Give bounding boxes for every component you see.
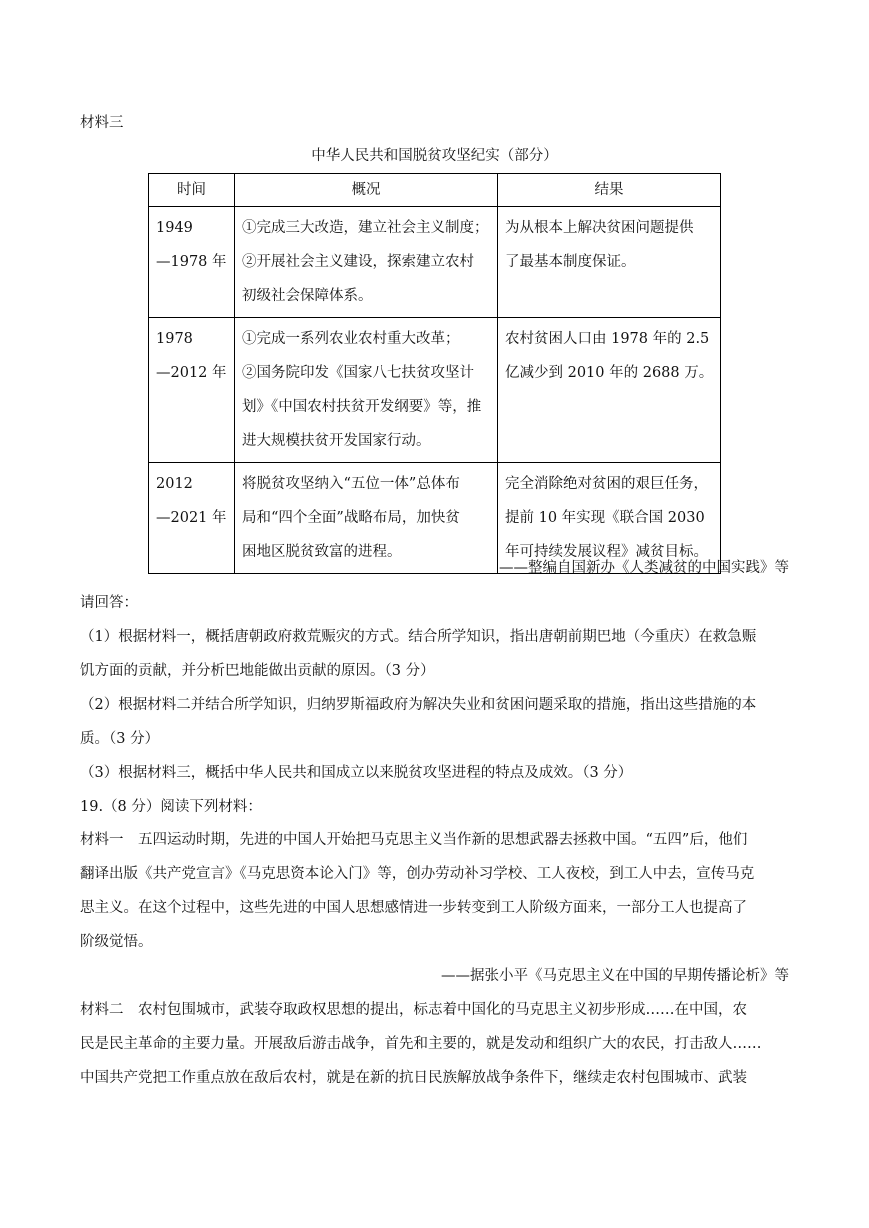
cell-text: ①完成三大改造，建立社会主义制度； — [242, 220, 489, 236]
cell-overview — [235, 463, 498, 574]
question-2-line: （2）根据材料二并结合所学知识，归纳罗斯福政府为解决失业和贫困问题采取的措施，指出这些措施的本 — [80, 697, 757, 713]
question-1-line: 饥方面的贡献，并分析巴地能做出贡献的原因。（3 分） — [80, 663, 435, 679]
table-row — [149, 318, 721, 463]
cell-text: 1949 — [156, 220, 193, 236]
cell-text: ②国务院印发《国家八七扶贫攻坚计 — [242, 365, 474, 381]
cell-result — [498, 463, 721, 574]
material-one-line: 材料一 五四运动时期，先进的中国人开始把马克思主义当作新的思想武器去拯救中国。“五四”后，他们 — [80, 832, 748, 848]
cell-text: 局和“四个全面”战略布局，加快贫 — [242, 510, 460, 526]
cell-time — [149, 207, 235, 318]
answer-prompt: 请回答： — [80, 595, 138, 611]
material-one-line: 阶级觉悟。 — [80, 934, 153, 950]
cell-text: 2012 — [156, 476, 193, 492]
material-two-line: 中国共产党把工作重点放在敌后农村，就是在新的抗日民族解放战争条件下，继续走农村包围城市、武装 — [80, 1070, 747, 1086]
material-one-line: 翻译出版《共产党宣言》《马克思资本论入门》等，创办劳动补习学校、工人夜校，到工人中去，宣传马克 — [80, 866, 755, 882]
material-one-source: ——据张小平《马克思主义在中国的早期传播论析》等 — [441, 968, 789, 984]
cell-text: —2012 年 — [156, 365, 227, 381]
cell-text: ②开展社会主义建设，探索建立农村 — [242, 254, 474, 270]
cell-text: 困地区脱贫致富的进程。 — [242, 544, 402, 560]
question-19-header: 19.（8 分）阅读下列材料： — [80, 799, 262, 815]
cell-text: 年可持续发展议程》减贫目标。 — [505, 544, 708, 560]
cell-text: ①完成一系列农业农村重大改革； — [242, 331, 460, 347]
cell-text: —1978 年 — [156, 254, 227, 270]
question-1-line: （1）根据材料一，概括唐朝政府救荒赈灾的方式。结合所学知识，指出唐朝前期巴地（今重庆）在救急赈 — [80, 629, 757, 645]
cell-text: 划》《中国农村扶贫开发纲要》等，推 — [242, 399, 482, 415]
question-3-line: （3）根据材料三，概括中华人民共和国成立以来脱贫攻坚进程的特点及成效。（3 分） — [80, 765, 633, 781]
cell-overview — [235, 318, 498, 463]
cell-text: 了最基本制度保证。 — [505, 254, 636, 270]
cell-text: 初级社会保障体系。 — [242, 288, 373, 304]
material-one-line: 思主义。在这个过程中，这些先进的中国人思想感情进一步转变到工人阶级方面来，一部分工人也提高了 — [80, 900, 747, 916]
header-time: 时间 — [149, 174, 235, 207]
material-three-label: 材料三 — [80, 115, 124, 131]
poverty-table — [148, 173, 721, 574]
cell-text: 进大规模扶贫开发国家行动。 — [242, 433, 431, 449]
cell-result — [498, 318, 721, 463]
cell-text: 亿减少到 2010 年的 2688 万。 — [505, 365, 714, 381]
table-row — [149, 207, 721, 318]
material-two-line: 材料二 农村包围城市，武装夺取政权思想的提出，标志着中国化的马克思主义初步形成……在中国，农 — [80, 1002, 747, 1018]
cell-text: 将脱贫攻坚纳入“五位一体”总体布 — [242, 476, 460, 492]
cell-time — [149, 318, 235, 463]
cell-overview — [235, 207, 498, 318]
cell-text: 完全消除绝对贫困的艰巨任务， — [505, 476, 708, 492]
cell-time — [149, 463, 235, 574]
cell-text: 为从根本上解决贫困问题提供 — [505, 220, 694, 236]
table-row — [149, 463, 721, 574]
table-title: 中华人民共和国脱贫攻坚纪实（部分） — [311, 148, 558, 164]
header-overview: 概况 — [235, 174, 498, 207]
material-two-line: 民是民主革命的主要力量。开展敌后游击战争，首先和主要的，就是发动和组织广大的农民，打击敌人…… — [80, 1036, 762, 1052]
cell-text: —2021 年 — [156, 510, 227, 526]
header-result: 结果 — [498, 174, 721, 207]
cell-text: 提前 10 年实现《联合国 2030 — [505, 510, 705, 526]
question-2-line: 质。（3 分） — [80, 731, 160, 747]
cell-text: 农村贫困人口由 1978 年的 2.5 — [505, 331, 710, 347]
cell-result — [498, 207, 721, 318]
table-source: ——整编自国新办《人类减贫的中国实践》等 — [499, 560, 789, 576]
table-header-row — [149, 174, 721, 207]
cell-text: 1978 — [156, 331, 193, 347]
